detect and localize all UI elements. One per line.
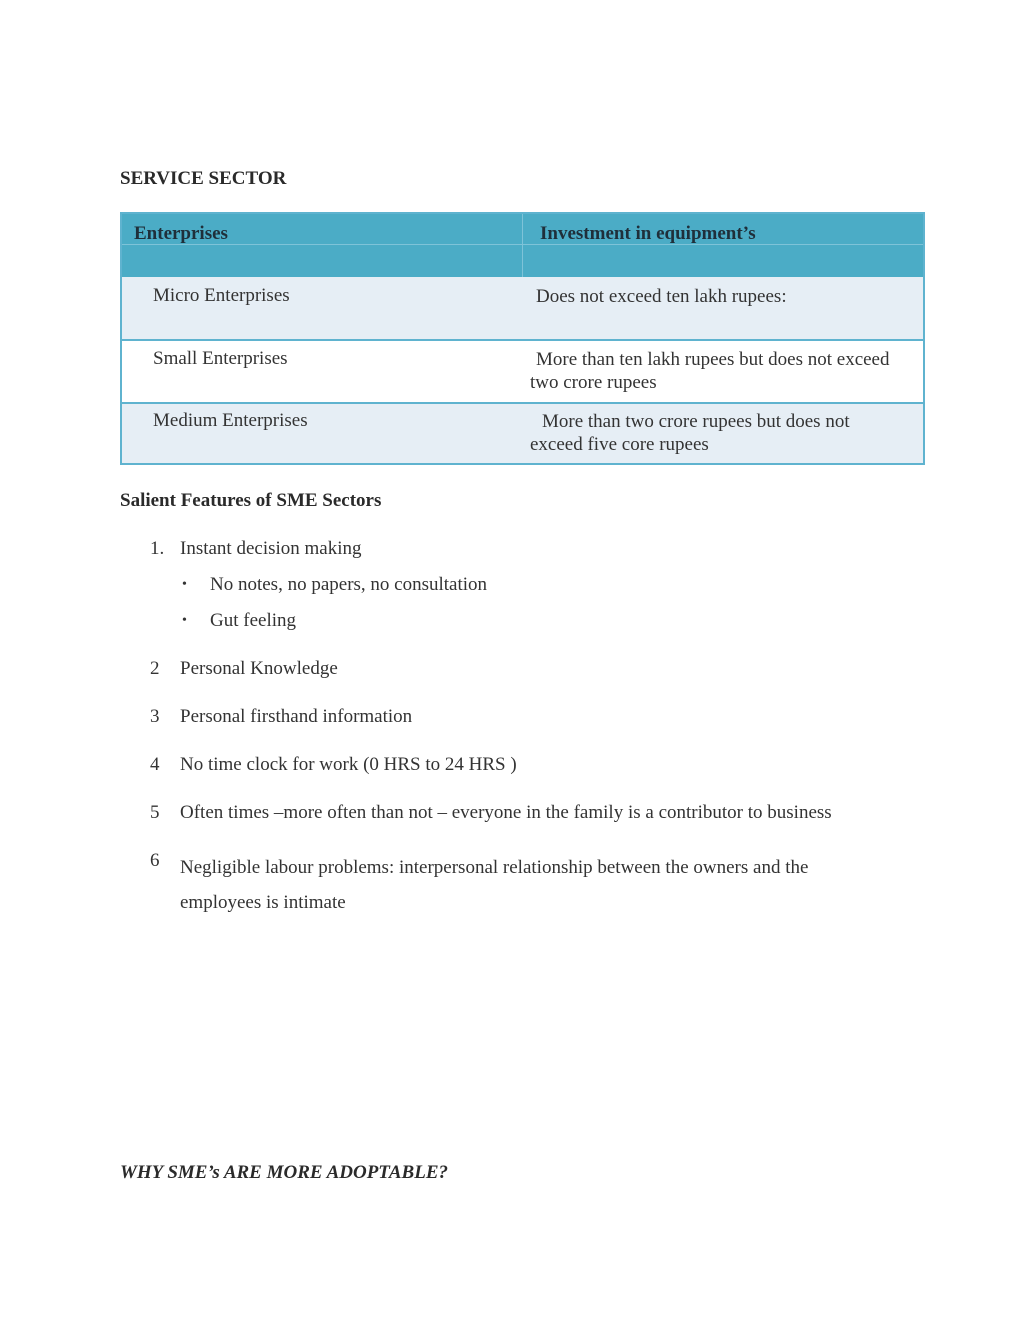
sub-list-item: Gut feeling xyxy=(210,610,297,631)
list-number: 3 xyxy=(150,706,160,727)
list-item: Often times –more often than not – everyone in the family is a contributor to business xyxy=(180,802,832,823)
investment-cell: More than ten lakh rupees but does not exceed two crore rupees xyxy=(530,349,890,393)
section-title: SERVICE SECTOR xyxy=(120,168,287,189)
enterprise-table xyxy=(120,212,925,465)
list-item: Personal firsthand information xyxy=(180,706,413,727)
list-item: No time clock for work (0 HRS to 24 HRS ) xyxy=(180,754,517,775)
table-header xyxy=(122,214,923,277)
list-item: Negligible labour problems: interpersonal relationship between the owners and the employees is intimate xyxy=(180,857,809,913)
list-number: 5 xyxy=(150,802,160,823)
bullet-icon: • xyxy=(182,613,187,628)
bullet-icon: • xyxy=(182,577,187,592)
bottom-heading: WHY SME’s ARE MORE ADOPTABLE? xyxy=(120,1162,448,1183)
features-heading: Salient Features of SME Sectors xyxy=(120,490,382,511)
table-row xyxy=(122,402,923,463)
investment-cell: Does not exceed ten lakh rupees: xyxy=(536,286,787,307)
investment-cell: More than two crore rupees but does not exceed five core rupees xyxy=(530,411,850,455)
sub-list-item: No notes, no papers, no consultation xyxy=(210,574,488,595)
enterprise-cell: Micro Enterprises xyxy=(153,285,290,306)
header-investment: Investment in equipment’s xyxy=(540,223,756,244)
enterprise-cell: Small Enterprises xyxy=(153,348,288,369)
enterprise-cell: Medium Enterprises xyxy=(153,410,308,431)
table-row xyxy=(122,277,923,339)
table-row xyxy=(122,339,923,402)
list-number: 2 xyxy=(150,658,160,679)
list-number: 1. xyxy=(150,538,165,559)
list-number: 4 xyxy=(150,754,160,775)
list-item: Personal Knowledge xyxy=(180,658,338,679)
list-item: Instant decision making xyxy=(180,538,362,559)
header-enterprises: Enterprises xyxy=(134,223,228,244)
list-number: 6 xyxy=(150,850,160,871)
